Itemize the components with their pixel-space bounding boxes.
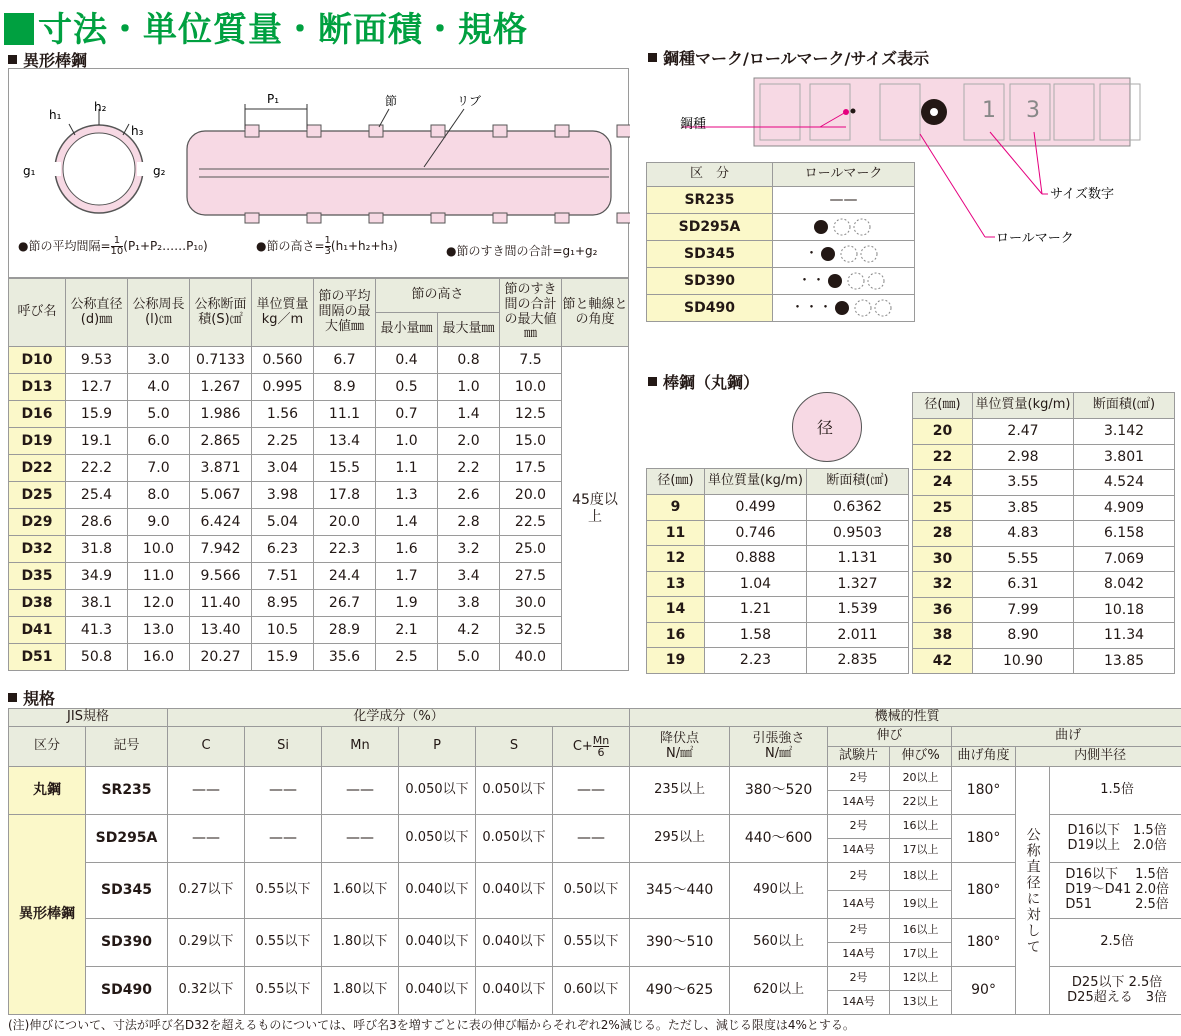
formula-gap: ●節のすき間の合計=g₁+g₂	[446, 244, 598, 258]
table-row: 19 2.23 2.835	[647, 648, 909, 674]
table-row: 16 1.58 2.011	[647, 622, 909, 648]
table-row: 42 10.90 13.85	[913, 648, 1175, 674]
table-row: SD345 ・	[647, 241, 915, 268]
table-row: SD390 ・・	[647, 268, 915, 295]
section-round: 棒鋼（丸鋼）	[648, 370, 759, 393]
th-class: 区 分	[647, 163, 773, 187]
formula-pitch: ●節の平均間隔= $\frac{1}{10}$ (P₁+P₂……P₁₀)	[18, 235, 208, 257]
table-row: D29 28.6 9.0 6.424 5.04 20.0 1.4 2.8 22.5	[9, 509, 629, 536]
roll-mark-icon	[826, 272, 890, 290]
table-row: 12 0.888 1.131	[647, 546, 909, 572]
table-row: D16 15.9 5.0 1.986 1.56 11.1 0.7 1.4 12.5	[9, 401, 629, 428]
label-h2: h₂	[94, 100, 107, 114]
th-gap: 節のすき間の合計の最大値㎜	[500, 279, 562, 347]
table-row: 丸鋼 SR235 —— —— —— 0.050以下 0.050以下 —— 235以上 380〜520 2号 20以上 180° 公称直径に対して 1.5倍	[9, 767, 1181, 791]
round-table-left: 径(㎜) 単位質量(kg/m) 断面積(㎠) 9 0.499 0.6362 11 0.746 0.9503 12 0.888 1.131 13 1.04 1.327 14 1.21 1.539 16 1.58 2.011 19 2.23 2.835	[646, 468, 909, 674]
table-row: 14A号 17以上	[9, 839, 1181, 863]
table-row: 22 2.98 3.801	[913, 444, 1175, 470]
table-row: 32 6.31 8.042	[913, 572, 1175, 598]
table-row: SD490 ・・・	[647, 295, 915, 322]
table-row: D35 34.9 11.0 9.566 7.51 24.4 1.7 3.4 27.5	[9, 563, 629, 590]
table-row: 20 2.47 3.142	[913, 419, 1175, 445]
th-perim: 公称周長(l)㎝	[128, 279, 190, 347]
table-row: 14A号 19以上	[9, 891, 1181, 919]
label-rib: リブ	[457, 94, 482, 108]
bar-side-view	[187, 104, 630, 223]
roll-mark-icon	[812, 218, 876, 236]
page-title: 寸法・単位質量・断面積・規格	[4, 2, 528, 51]
table-row: D10 9.53 3.0 0.7133 0.560 6.7 0.4 0.8 7.5 45度以上	[9, 347, 629, 374]
table-row: 14 1.21 1.539	[647, 597, 909, 623]
section-deformed: 異形棒鋼	[8, 48, 87, 71]
label-steel: 鋼種	[680, 117, 707, 132]
label-g2: g₂	[153, 164, 166, 178]
table-row: 異形棒鋼 SD295A —— —— —— 0.050以下 0.050以下 —— 295以上 440〜600 2号 16以上 180° D16以下 1.5倍 D19以上 2.0倍	[9, 815, 1181, 839]
section-marks: 鋼種マーク/ロールマーク/サイズ表示	[648, 46, 929, 69]
size-digit-1: 1	[982, 98, 996, 123]
deformed-bar-table	[8, 278, 629, 671]
label-roll: ロールマーク	[996, 231, 1074, 246]
th-angle: 節と軸線との角度	[562, 279, 629, 347]
table-row: 25 3.85 4.909	[913, 495, 1175, 521]
th-mass: 単位質量kg／m	[252, 279, 314, 347]
th-name: 呼び名	[9, 279, 66, 347]
table-row: 9 0.499 0.6362	[647, 495, 909, 521]
table-row: SD490 0.32以下 0.55以下 1.80以下 0.040以下 0.040以下 0.60以下 490〜625 620以上 2号 12以上 90° D25以下 2.5倍 D25超える 3倍	[9, 967, 1181, 991]
mark-table	[646, 162, 915, 322]
label-node: 節	[385, 94, 398, 108]
th-ceq: C+ $\frac{Mn}{6}$	[553, 727, 630, 767]
round-table-right: 径(㎜) 単位質量(kg/m) 断面積(㎠) 20 2.47 3.142 22 2.98 3.801 24 3.55 4.524 25 3.85 4.909 28 4.83 6.158 30 5.55 7.069 32 6.31 8.042 36 7.99 10.18 38 8.90 11.34 42 10.90 13.85	[912, 392, 1175, 674]
th-max: 最大量㎜	[438, 313, 500, 347]
angle-cell: 45度以上	[562, 347, 629, 671]
label-g1: g₁	[23, 164, 36, 178]
table-row: 14A号 17以上	[9, 943, 1181, 967]
table-row: SD345 0.27以下 0.55以下 1.60以下 0.040以下 0.040以下 0.50以下 345〜440 490以上 2号 18以上 180° D16以下 1.5倍 D19〜D41 2.0倍 D51 2.5倍	[9, 863, 1181, 891]
label-h1: h₁	[49, 108, 62, 122]
vertical-note: 公称直径に対して	[1016, 767, 1050, 1015]
spec-table: JIS規格 化学成分（%） 機械的性質 区分 記号 C Si Mn P S C+ $\frac{Mn}{6}$ 降伏点 N/㎟ 引張強さ N/㎟ 伸び 曲げ 試験片 伸び% 曲げ角度 内側半径 丸鋼 SR235 —— —— —— 0.050以下 0.050以下 —— 235以上 380〜520 2号 20以上 180° 公称直径に対して 1.5倍 14A号 22以上 異形棒鋼 SD295A —— —— —— 0.050以下 0.050以下 —— 295以上 440〜600 2号 16以上 180° D16以下 1.5倍 D19以上 2.0倍 14A号 17以上 SD345 0.27以下 0.55以下 1.60以下 0.040以下 0.040以下 0.50以下 345〜440 490以上 2号 18以上 180° D16以下 1.5倍 D19〜D41 2.0倍 D51 2.5倍 14A号 19以上 SD390 0.29以下 0.55以下 1.80以下 0.040以下 0.040以下 0.55以下 390〜510 560以上 2号 16以上 180° 2.5倍 14A号 17以上 SD490 0.32以下 0.55以下 1.80以下 0.040以下 0.040以下 0.60以下 490〜625 620以上 2号 12以上 90° D25以下 2.5倍 D25超える 3倍 14A号 13以上	[8, 708, 1181, 1015]
roll-mark-icon	[833, 299, 897, 317]
table-row: 28 4.83 6.158	[913, 521, 1175, 547]
formula-height: ●節の高さ= $\frac{1}{3}$ (h₁+h₂+h₃)	[256, 235, 398, 257]
th-dia: 公称直径(d)㎜	[66, 279, 128, 347]
th-rollmark: ロールマーク	[773, 163, 915, 187]
table-row: 14A号 22以上	[9, 791, 1181, 815]
table-row: 30 5.55 7.069	[913, 546, 1175, 572]
table-row: SD295A	[647, 214, 915, 241]
table-row: 24 3.55 4.524	[913, 470, 1175, 496]
footnote: (注)伸びについて、寸法が呼び名D32を超えるものについては、呼び名3を増すごとに表の伸び幅からそれぞれ2%減じる。ただし、減じる限度は4%とする。	[8, 1018, 855, 1032]
th-pitch: 節の平均間隔の最大値㎜	[314, 279, 376, 347]
title-square-icon	[4, 13, 34, 45]
table-row: SR235 ——	[647, 187, 915, 214]
table-row: 11 0.746 0.9503	[647, 520, 909, 546]
th-min: 最小量㎜	[376, 313, 438, 347]
table-row: D38 38.1 12.0 11.40 8.95 26.7 1.9 3.8 30.0	[9, 590, 629, 617]
table-row: D51 50.8 16.0 20.27 15.9 35.6 2.5 5.0 40.0	[9, 644, 629, 671]
table-row: 38 8.90 11.34	[913, 623, 1175, 649]
label-size: サイズ数字	[1050, 187, 1114, 202]
label-h3: h₃	[131, 124, 144, 138]
table-row: SD390 0.29以下 0.55以下 1.80以下 0.040以下 0.040以下 0.55以下 390〜510 560以上 2号 16以上 180° 2.5倍	[9, 919, 1181, 943]
section-specs: 規格	[8, 686, 55, 709]
table-row: D22 22.2 7.0 3.871 3.04 15.5 1.1 2.2 17.5	[9, 455, 629, 482]
table-row: 36 7.99 10.18	[913, 597, 1175, 623]
table-row: D25 25.4 8.0 5.067 3.98 17.8 1.3 2.6 20.0	[9, 482, 629, 509]
table-row: 13 1.04 1.327	[647, 571, 909, 597]
table-row: D13 12.7 4.0 1.267 0.995 8.9 0.5 1.0 10.0	[9, 374, 629, 401]
table-row: D41 41.3 13.0 13.40 10.5 28.9 2.1 4.2 32.5	[9, 617, 629, 644]
round-bar-icon: 径	[792, 392, 862, 462]
table-row: D19 19.1 6.0 2.865 2.25 13.4 1.0 2.0 15.0	[9, 428, 629, 455]
size-digit-3: 3	[1026, 98, 1040, 123]
table-row: 14A号 13以上	[9, 991, 1181, 1015]
roll-mark-icon	[819, 245, 883, 263]
label-p1: P₁	[267, 92, 280, 106]
th-height: 節の高さ	[376, 279, 500, 313]
th-area: 公称断面積(S)㎠	[190, 279, 252, 347]
table-row: D32 31.8 10.0 7.942 6.23 22.3 1.6 3.2 25.0	[9, 536, 629, 563]
